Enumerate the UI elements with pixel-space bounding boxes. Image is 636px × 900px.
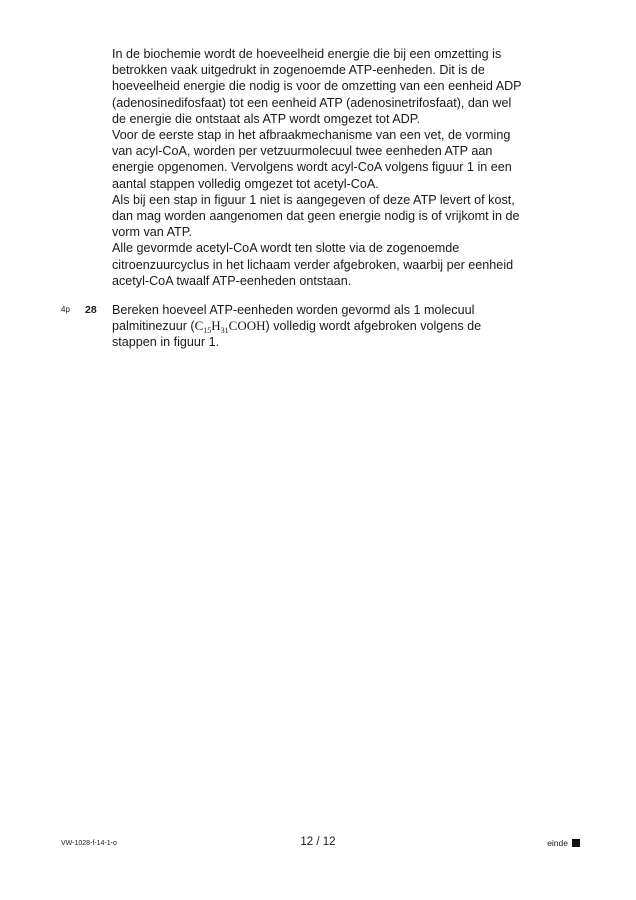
text-line: vorm van ATP. — [112, 225, 193, 240]
filled-square-icon — [572, 839, 580, 847]
paragraph-citric-acid-cycle — [112, 240, 582, 289]
palmitic-acid-formula — [194, 318, 266, 336]
question-points: 4p — [61, 305, 70, 314]
exam-code: VW-1028-f-14-1-o — [61, 840, 117, 847]
intro-text — [112, 46, 582, 289]
text-line: hoeveelheid energie die nodig is voor de omzetting van een eenheid ADP — [112, 79, 522, 94]
text-line: In de biochemie wordt de hoeveelheid energie die bij een omzetting is — [112, 47, 502, 61]
text-line: ) volledig wordt afgebroken volgens de — [265, 319, 482, 334]
question-text — [112, 302, 582, 351]
text-line: Alle gevormde acetyl-CoA wordt ten slotte via de zogenoemde — [112, 241, 460, 256]
text-line: de energie die ontstaat als ATP wordt omgezet tot ADP. — [112, 111, 421, 126]
question-number: 28 — [85, 304, 97, 316]
text-line: dan mag worden aangenomen dat geen energie nodig is of vrijkomt in de — [112, 209, 520, 224]
text-line: stappen in figuur 1. — [112, 335, 220, 350]
text-line: palmitinezuur ( — [112, 319, 195, 334]
end-label: einde — [547, 838, 568, 848]
formula-group-cooh: COOH — [228, 318, 266, 334]
paragraph-acyl-coa — [112, 127, 582, 192]
formula-subscript-c: 15 — [203, 326, 212, 336]
paragraph-atp-units — [112, 46, 582, 127]
text-line: van acyl-CoA, worden per vetzuurmolecuul twee eenheden ATP aan — [112, 144, 493, 159]
text-line: acetyl-CoA twaalf ATP-eenheden ontstaan. — [112, 273, 352, 288]
formula-subscript-h: 31 — [220, 326, 229, 336]
paragraph-atp-assumption — [112, 192, 582, 241]
text-line: Voor de eerste stap in het afbraakmechanisme van een vet, de vorming — [112, 128, 511, 143]
formula-element-h: H — [211, 318, 221, 334]
text-line: betrokken vaak uitgedrukt in zogenoemde ATP-eenheden. Dit is de — [112, 63, 485, 78]
text-line: citroenzuurcyclus in het lichaam verder afgebroken, waarbij per eenheid — [112, 257, 514, 272]
end-marker — [547, 838, 580, 848]
text-line: (adenosinedifosfaat) tot een eenheid ATP (adenosinetrifosfaat), dan wel — [112, 95, 512, 110]
text-line: Als bij een stap in figuur 1 niet is aangegeven of deze ATP levert of kost, — [112, 192, 515, 207]
text-line: energie opgenomen. Vervolgens wordt acyl-CoA volgens figuur 1 in een — [112, 160, 512, 175]
text-line: Bereken hoeveel ATP-eenheden worden gevormd als 1 molecuul — [112, 303, 475, 317]
formula-element-c: C — [194, 318, 204, 334]
text-line: aantal stappen volledig omgezet tot acetyl-CoA. — [112, 176, 379, 191]
page-footer — [0, 836, 636, 852]
page-number: 12 / 12 — [300, 836, 336, 848]
